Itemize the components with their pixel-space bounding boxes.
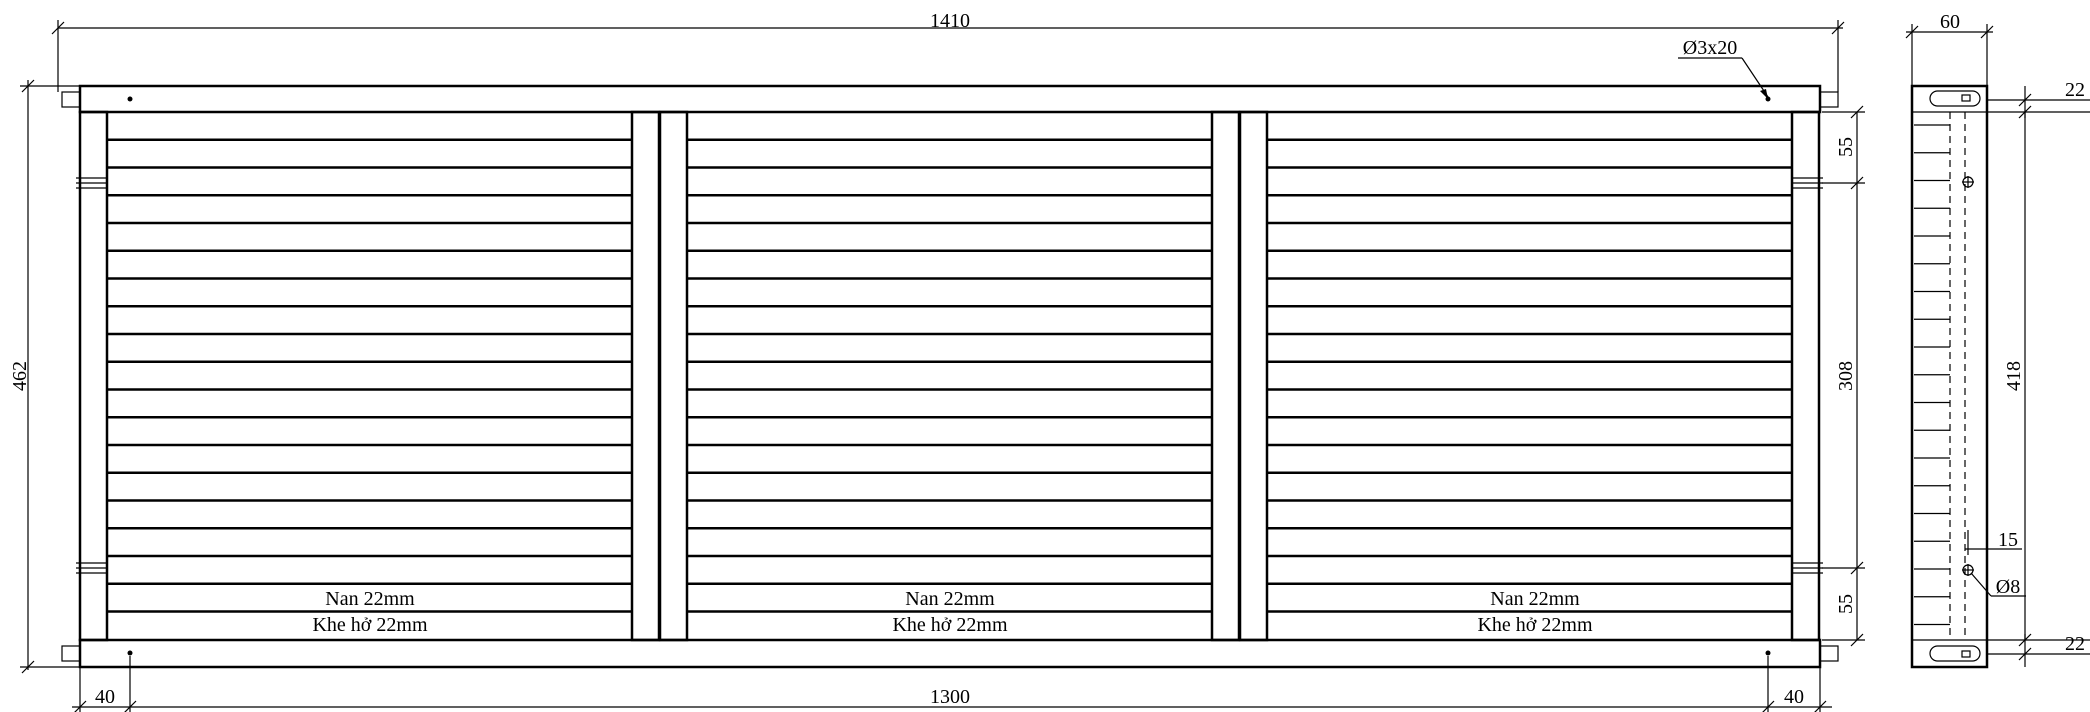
bottom-spacing-label: 55	[1835, 594, 1857, 614]
panel-1-slat-label: Nan 22mm	[325, 588, 415, 610]
bottom-slot-bolt	[1962, 651, 1970, 657]
right-post	[1792, 112, 1819, 640]
panel-2-gap-label: Khe hở 22mm	[892, 614, 1008, 636]
bottom-rail	[80, 640, 1820, 667]
inner-width-label: 1300	[930, 686, 970, 708]
side-view	[1906, 11, 2090, 667]
panel-3-gap-label: Khe hở 22mm	[1477, 614, 1593, 636]
slats	[107, 140, 1792, 612]
rail-tab-bottom-left	[62, 646, 80, 661]
left-offset-label: 40	[95, 686, 115, 708]
hole-upper	[1962, 176, 1974, 188]
screw-callout-label: Ø3x20	[1682, 37, 1738, 59]
screw-callout-leader	[1678, 58, 1768, 97]
top-spacing-label: 55	[1835, 137, 1857, 157]
hole-diameter-label: Ø8	[1995, 576, 2021, 598]
panel-2-slat-label: Nan 22mm	[905, 588, 995, 610]
front-view	[9, 10, 1865, 712]
overall-width-label: 1410	[930, 10, 970, 32]
middle-post-3	[1212, 112, 1239, 640]
screw-callout-arrow	[1760, 89, 1768, 99]
left-post	[80, 112, 107, 640]
rail-tab-top-left	[62, 92, 80, 107]
bottom-slot	[1930, 646, 1980, 661]
top-slot	[1930, 91, 1980, 106]
panel-1-gap-label: Khe hở 22mm	[312, 614, 428, 636]
middle-post-1	[632, 112, 659, 640]
side-slat-ticks	[1914, 125, 1950, 625]
middle-spacing-label: 308	[1835, 361, 1857, 391]
side-top-offset-label: 22	[2065, 79, 2085, 101]
middle-post-4	[1240, 112, 1267, 640]
top-slot-bolt	[1962, 95, 1970, 101]
hole-offset-label: 15	[1998, 529, 2018, 551]
screw-hole-top-left	[128, 97, 133, 102]
post-connector-marks	[76, 178, 1823, 573]
screw-hole-bottom-right	[1766, 651, 1771, 656]
side-width-label: 60	[1940, 11, 1960, 33]
middle-post-2	[660, 112, 687, 640]
rail-tab-bottom-right	[1820, 646, 1838, 661]
overall-height-label: 462	[9, 361, 31, 391]
side-bottom-offset-label: 22	[2065, 633, 2085, 655]
side-height-label: 418	[2003, 361, 2025, 391]
side-width-dimension	[1906, 24, 1993, 86]
panel-3-slat-label: Nan 22mm	[1490, 588, 1580, 610]
right-offset-label: 40	[1784, 686, 1804, 708]
screw-hole-bottom-left	[128, 651, 133, 656]
rail-tab-top-right	[1820, 92, 1838, 107]
top-rail	[80, 86, 1820, 112]
